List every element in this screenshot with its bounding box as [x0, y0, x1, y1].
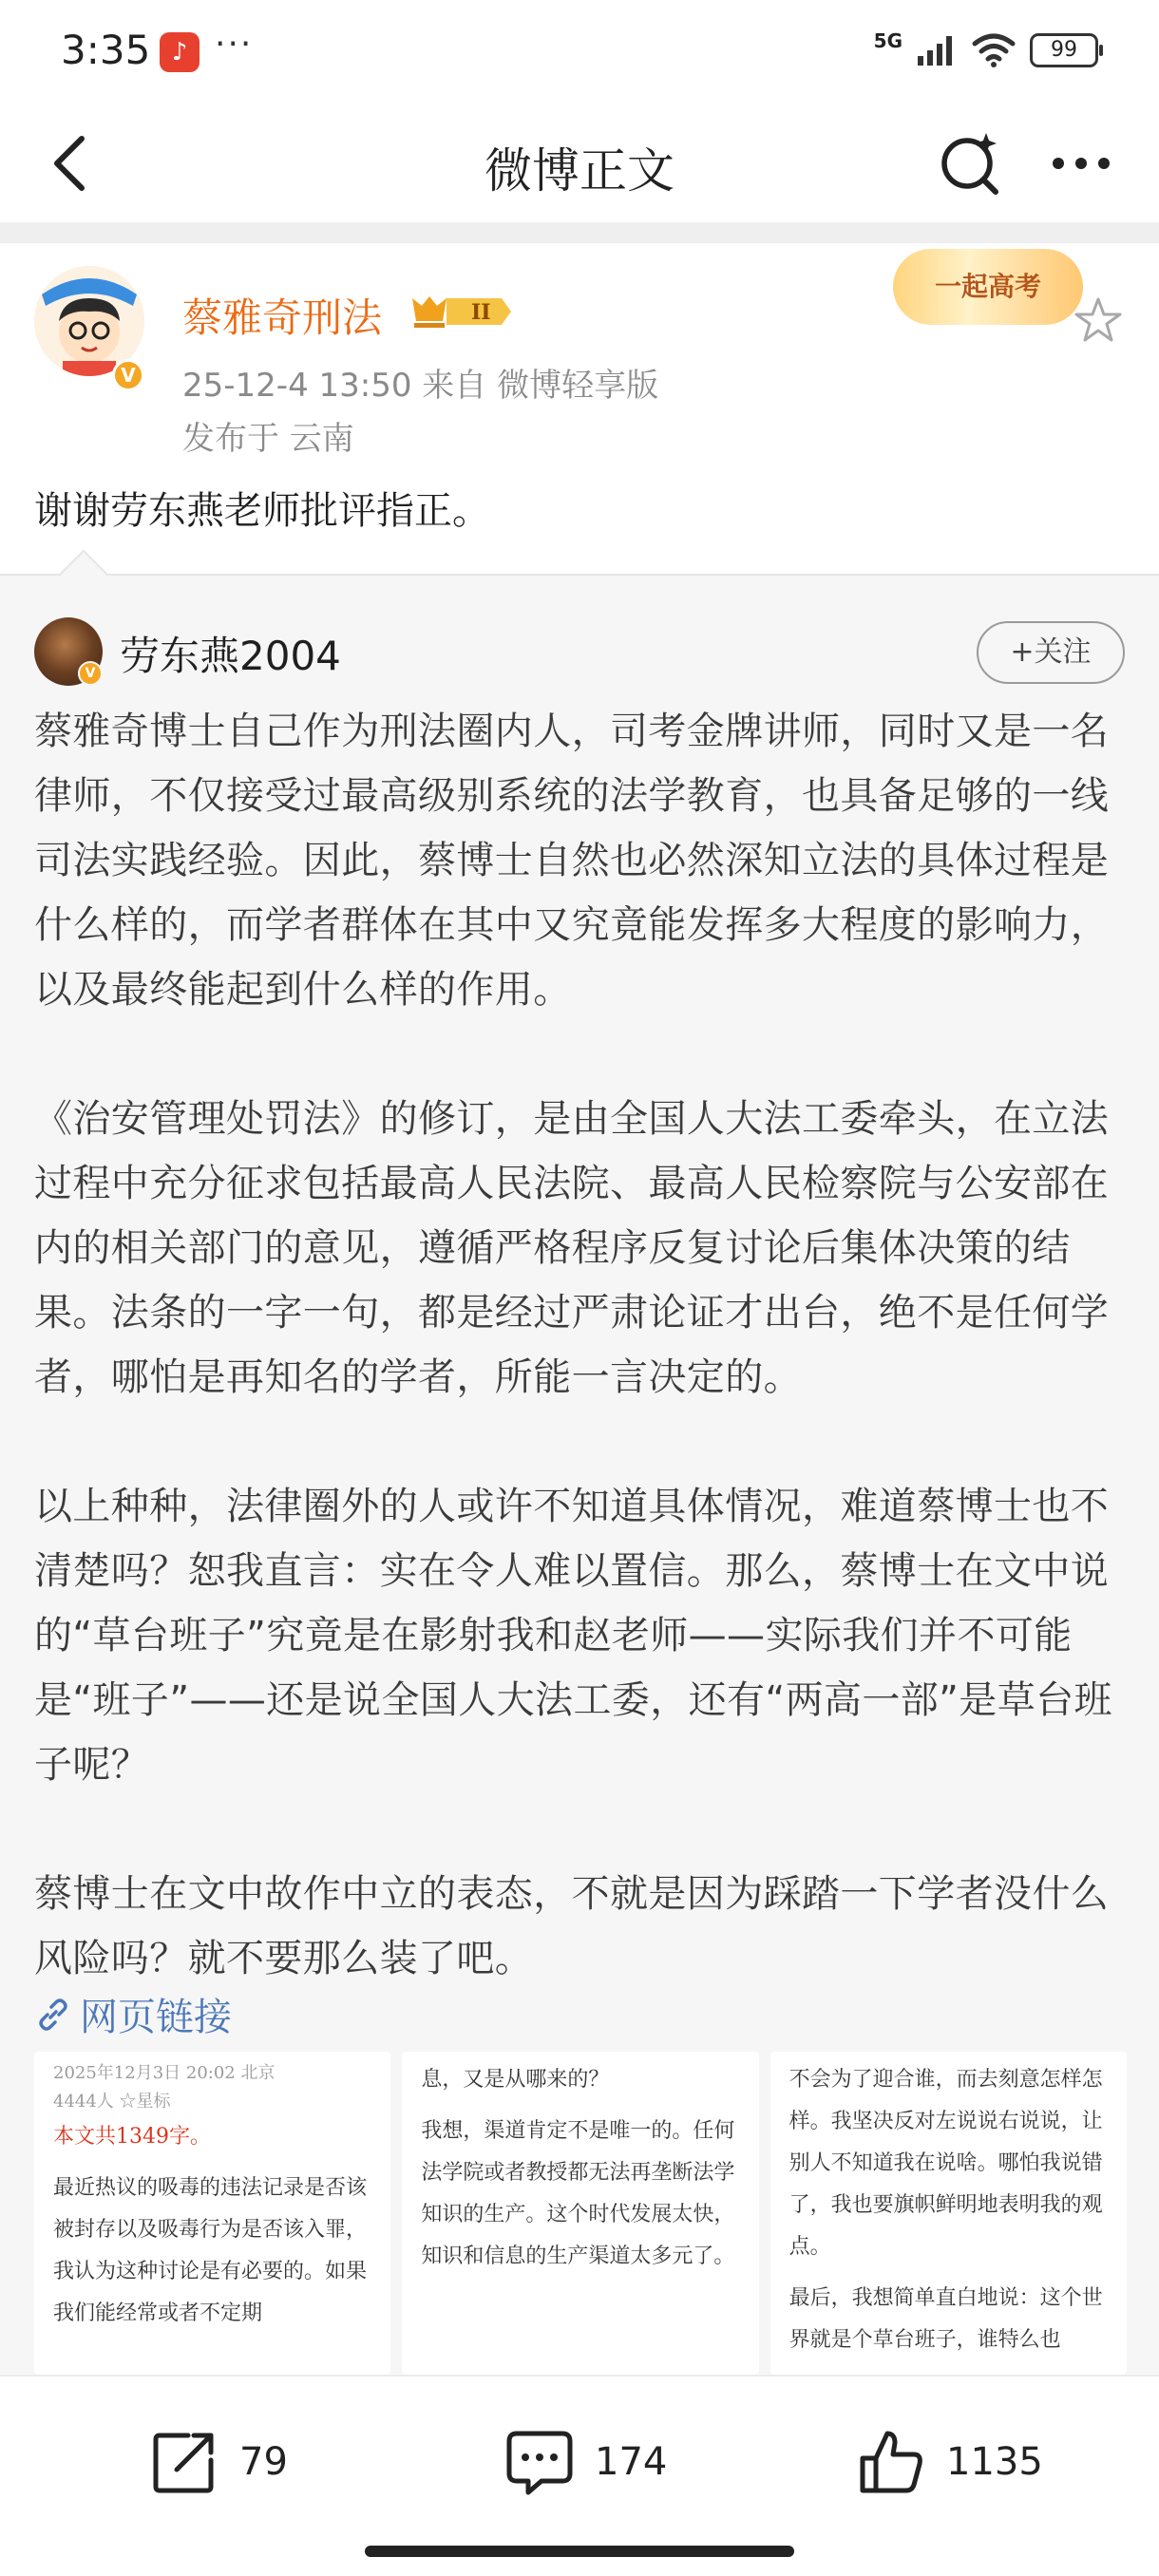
thumb-text: 我想，渠道肯定不是唯一的。任何法学院或者教授都无法再垄断法学知识的生产。这个时代发展太快，知识和信息的生产渠道太多元了。 — [421, 2119, 735, 2268]
quote-paragraph: 以上种种，法律圈外的人或许不知道具体情况，难道蔡博士也不清楚吗？恕我直言：实在令人难以置信。那么，蔡博士在文中说的“草台班子”究竟是在影射我和赵老师——实际我们并不可能是“班子”——还是说全国人大法工委，还有“两高一部”是草台班子呢？ — [34, 1485, 1112, 1787]
thumb-text: 息，又是从哪来的？ — [421, 2068, 610, 2092]
decoration-badge: 一起高考 — [893, 249, 1083, 325]
like-button[interactable] — [855, 2424, 1043, 2500]
web-link[interactable] — [34, 1987, 232, 2041]
quote-body — [34, 699, 1127, 2055]
image-thumbnail[interactable] — [402, 2052, 758, 2375]
share-icon — [148, 2426, 220, 2498]
post-text: 谢谢劳东燕老师批评指正。 — [34, 489, 490, 533]
battery-icon: 99 — [1030, 33, 1098, 67]
status-time: 3:35 — [61, 27, 151, 73]
quote-paragraph: 蔡博士在文中故作中立的表态，不就是因为踩踏一下学者没什么风险吗？就不要那么装了吧。 — [34, 1872, 1110, 1980]
thumb-meta: 2025年12月3日 20:02 北京 — [53, 2063, 276, 2083]
star-icon[interactable] — [1072, 294, 1125, 348]
post-meta: 25-12-4 13:50 来自 微博轻享版 — [182, 367, 659, 405]
thumb-highlight: 本文共1349字。 — [53, 2125, 211, 2149]
verified-icon: V — [112, 359, 144, 391]
quote-paragraph: 《治安管理处罚法》的修订，是由全国人大法工委牵头，在立法过程中充分征求包括最高人民法院、最高人民检察院与公安部在内的相关部门的意见，遵循严格程序反复讨论后集体决策的结果。法条的一字一句，都是经过严肃论证才出台，绝不是任何学者，哪怕是再知名的学者，所能一言决定的。 — [34, 1097, 1110, 1399]
image-thumbnail[interactable] — [770, 2052, 1127, 2375]
author-name[interactable]: 蔡雅奇刑法 — [182, 294, 383, 341]
comment-button[interactable] — [504, 2424, 667, 2500]
share-count: 79 — [239, 2440, 288, 2484]
verified-icon: V — [78, 661, 103, 686]
quote-author-name[interactable]: 劳东燕2004 — [120, 633, 341, 679]
badge-level-text: II — [471, 300, 491, 325]
network-type: 5G — [873, 29, 902, 52]
home-indicator[interactable] — [365, 2546, 794, 2557]
thumb-meta: 4444人 ☆星标 — [53, 2092, 171, 2112]
follow-button[interactable]: +关注 — [977, 621, 1125, 684]
link-icon — [34, 1996, 72, 2034]
comment-icon — [504, 2426, 576, 2498]
netease-music-icon: ♪ — [160, 32, 200, 72]
notification-more-icon: ··· — [215, 25, 254, 64]
share-button[interactable] — [148, 2424, 288, 2500]
quote-paragraph: 蔡雅奇博士自己作为刑法圈内人，司考金牌讲师，同时又是一名律师，不仅接受过最高级别系统的法学教育，也具备足够的一线司法实践经验。因此，蔡博士自然也必然深知立法的具体过程是什么样的，而学者群体在其中又究竟能发挥多大程度的影响力，以及最终能起到什么样的作用。 — [34, 710, 1110, 1012]
page-title: 微博正文 — [484, 143, 674, 199]
status-indicators — [874, 28, 1098, 72]
thumb-text: 不会为了迎合谁，而去刻意怎样怎样。我坚决反对左说说右说说，让别人不知道我在说啥。哪怕我说错了，我也要旗帜鲜明地表明我的观点。 — [788, 2068, 1103, 2259]
image-grid — [34, 2052, 1127, 2375]
post-location: 发布于 云南 — [182, 420, 354, 458]
web-link-label: 网页链接 — [80, 1996, 232, 2039]
signal-icon — [916, 33, 958, 67]
more-dots-icon[interactable] — [1043, 125, 1119, 201]
thumb-text: 最后，我想简单直白地说：这个世界就是个草台班子，谁特么也 — [788, 2286, 1103, 2352]
status-bar — [0, 0, 1159, 104]
wifi-icon — [971, 32, 1016, 68]
image-thumbnail[interactable] — [34, 2052, 390, 2375]
thumbs-up-icon — [855, 2426, 927, 2498]
like-count: 1135 — [946, 2440, 1043, 2484]
super-search-icon[interactable] — [933, 125, 1009, 201]
member-level-badge-icon[interactable] — [408, 293, 513, 331]
action-bar — [0, 2375, 1159, 2536]
nav-bar — [0, 104, 1159, 222]
nav-divider — [0, 222, 1159, 243]
comment-count: 174 — [595, 2440, 668, 2484]
thumb-text: 最近热议的吸毒的违法记录是否该被封存以及吸毒行为是否该入罪，我认为这种讨论是有必要的。如果我们能经常或者不定期 — [53, 2176, 368, 2325]
